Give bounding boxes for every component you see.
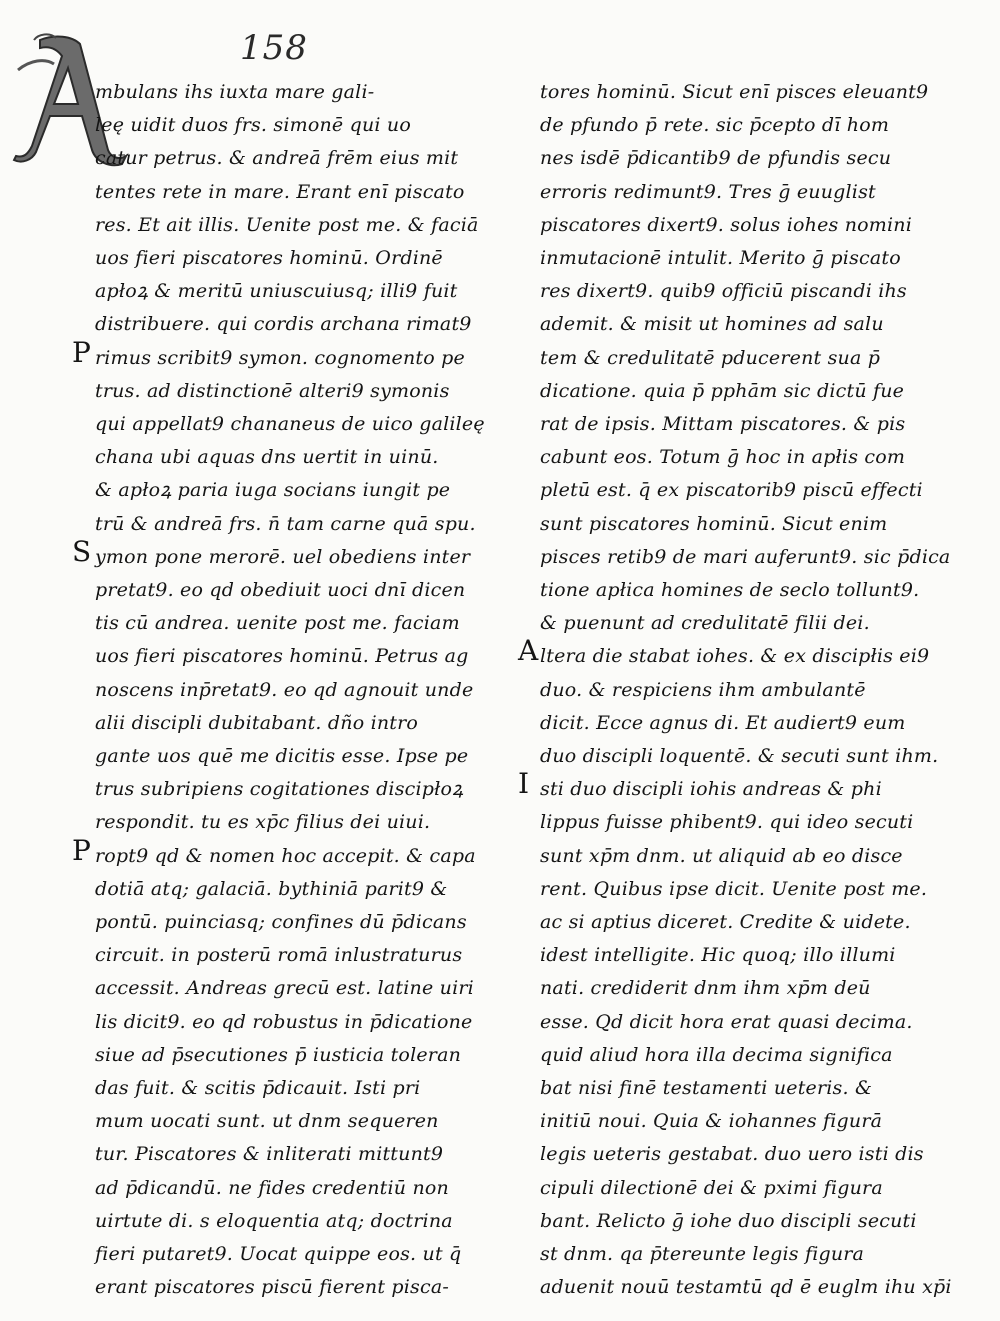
text-line: tentes rete in mare. Erant enī piscato [95,180,465,203]
text-line: leę uidit duos frs. simonē qui uo [95,114,411,137]
margin-initial: I [518,767,530,801]
text-line: esse. Qd dicit hora erat quasi decima. [540,1010,913,1033]
text-line: nes isdē p̄dicantib9 de pfundis secu [540,147,892,170]
text-line: tione apłica homines de seclo tollunt9. [540,579,920,601]
text-line: tur. Piscatores & inliterati mittunt9 [95,1143,444,1166]
text-line: uos fieri piscatores hominū. Ordinē [95,247,443,269]
text-line: catur petrus. & andreā frēm eius mit [95,147,459,170]
text-line: piscatores dixert9. solus iohes nomini [540,213,912,236]
text-line: respondit. tu es xp̄c filius dei uiui. [95,811,431,834]
text-line: gante uos quē me dicitis esse. Ipse pe [95,745,469,767]
text-line: de pfundo p̄ rete. sic p̄cepto dī hom [540,114,890,137]
text-line: trus subripiens cogitationes discipłoꝝ [95,778,464,801]
text-line: das fuit. & scitis p̄dicauit. Isti pri [95,1077,421,1099]
text-line: dotiā atq; galaciā. bythiniā parit9 & [95,877,448,900]
text-line: ac si aptius diceret. Credite & uidete. [540,911,911,933]
margin-initial: A [518,634,539,668]
text-line: qui appellat9 chananeus de uico galileę [95,413,485,435]
text-line: pletū est. q̄ ex piscatorib9 piscū effecti [540,479,923,502]
text-line: & puenunt ad credulitatē filii dei. [540,612,870,635]
text-line: pretat9. eo qd obediuit uoci dnī dicen [95,579,466,601]
text-line: mbulans ihs iuxta mare gali- [95,81,375,103]
text-line: lippus fuisse phibent9. qui ideo secuti [540,811,914,834]
text-line: dicit. Ecce agnus di. Et audiert9 eum [540,711,906,734]
text-line: rimus scribit9 symon. cognomento pe [95,346,465,369]
text-line: sunt xp̄m dnm. ut aliquid ab eo disce [540,844,903,867]
text-line: circuit. in posterū romā inlustraturus [95,944,463,967]
text-line: cipuli dilectionē dei & pximi figura [540,1176,883,1199]
text-line: bat nisi finē testamenti ueteris. & [540,1077,873,1099]
text-line: quid aliud hora illa decima significa [540,1043,893,1066]
text-line: sti duo discipli iohis andreas & phi [540,778,882,801]
text-line: trū & andreā frs. n̄ tam carne quā spu. [95,512,476,535]
text-line: cabunt eos. Totum ḡ hoc in apłis com [540,446,906,469]
text-line: dicatione. quia p̄ pphām sic dictū fue [540,379,905,402]
text-line: ademit. & misit ut homines ad salu [540,313,884,336]
text-line: res dixert9. quib9 officiū piscandi ihs [540,280,907,303]
text-line: rat de ipsis. Mittam piscatores. & pis [540,413,906,435]
text-line: uos fieri piscatores hominū. Petrus ag [95,645,469,668]
text-line: fieri putaret9. Uocat quippe eos. ut q̄ [95,1243,462,1265]
text-line: apłoꝝ & meritū uniuscuiusq; illi9 fuit [95,280,458,303]
margin-initial: S [72,534,92,568]
text-line: accessit. Andreas grecū est. latine uiri [95,977,474,1000]
text-line: tis cū andrea. uenite post me. faciam [95,612,460,635]
text-line: erant piscatores piscū fierent pisca- [95,1276,449,1299]
text-line: siue ad p̄secutiones p̄ iusticia toleran [95,1043,462,1066]
text-line: duo. & respiciens ihm ambulantē [540,678,866,701]
text-line: inmutacionē intulit. Merito ḡ piscato [540,247,901,269]
text-line: ymon pone merorē. uel obediens inter [95,545,471,568]
text-line: ad p̄dicandū. ne fides credentiū non [95,1176,449,1199]
text-line: sunt piscatores hominū. Sicut enim [540,512,888,535]
text-line: legis ueteris gestabat. duo uero isti dis [540,1143,924,1166]
margin-initial: P [72,335,91,369]
text-line: pontū. puinciasq; confines dū p̄dicans [95,911,467,933]
text-line: tem & credulitatē pducerent sua p̄ [540,346,881,369]
text-line: distribuere. qui cordis archana rimat9 [95,313,472,336]
text-line: initiū noui. Quia & iohannes figurā [540,1110,883,1133]
text-line: st dnm. qa p̄tereunte legis figura [540,1243,865,1265]
text-line: & apłoꝝ paria iuga socians iungit pe [95,479,451,502]
text-line: duo discipli loquentē. & secuti sunt ihm. [540,745,939,767]
text-line: mum uocati sunt. ut dnm sequeren [95,1110,439,1133]
text-line: tores hominū. Sicut enī pisces eleuant9 [540,81,929,103]
text-line: erroris redimunt9. Tres ḡ euuglist [540,180,876,203]
text-line: idest intelligite. Hic quoq; illo illumi [540,944,896,967]
text-line: uirtute di. s eloquentia atq; doctrina [95,1209,453,1232]
text-line: trus. ad distinctionē alteri9 symonis [95,379,450,402]
text-line: lis dicit9. eo qd robustus in p̄dicatione [95,1010,473,1033]
text-line: pisces retib9 de mari auferunt9. sic p̄dica [540,545,951,568]
folio-number: 158 [240,28,308,68]
text-line: chana ubi aquas dns uertit in uinū. [95,446,439,469]
text-line: ltera die stabat iohes. & ex discipłis ei9 [540,645,930,668]
text-line: noscens inp̄retat9. eo qd agnouit unde [95,678,474,701]
text-line: res. Et ait illis. Uenite post me. & faciā [95,213,479,236]
text-line: nati. crediderit dnm ihm xp̄m deū [540,977,871,1000]
text-line: bant. Relicto ḡ iohe duo discipli secuti [540,1209,917,1232]
text-line: alii discipli dubitabant. dño intro [95,711,419,734]
text-line: rent. Quibus ipse dicit. Uenite post me. [540,877,928,900]
text-line: ropt9 qd & nomen hoc accepit. & capa [95,844,476,867]
margin-initial: P [72,833,91,867]
text-line: aduenit nouū testamtū qd ē euglm ihu xp̄i [540,1276,952,1299]
